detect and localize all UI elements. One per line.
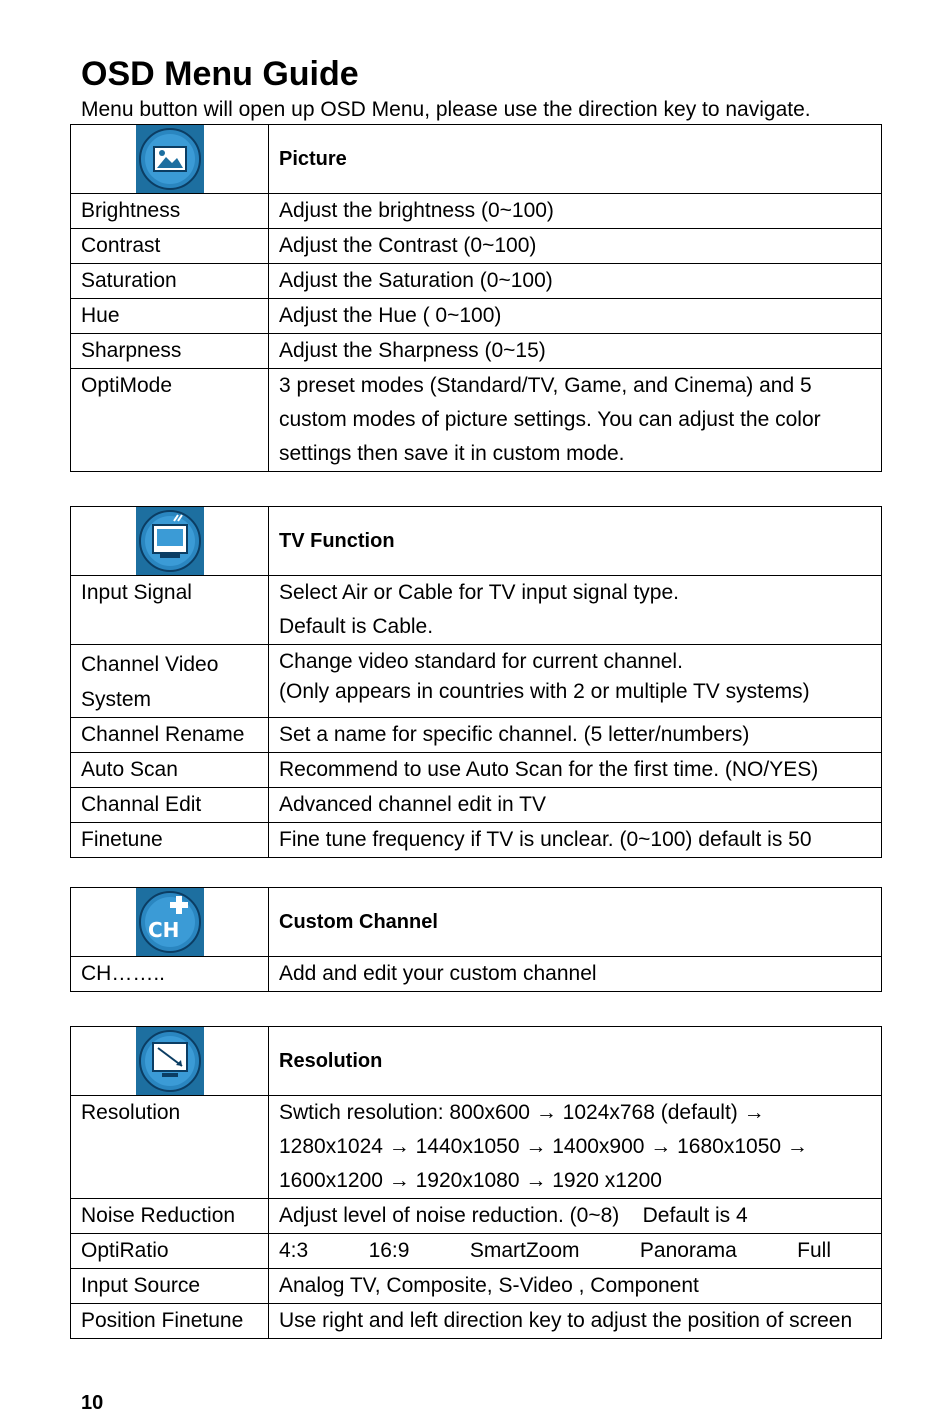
tv-header-row xyxy=(71,507,882,576)
table-row xyxy=(71,1199,882,1234)
option-name: Noise Reduction xyxy=(71,1199,269,1234)
ratio-options xyxy=(279,1234,871,1268)
table-row xyxy=(71,1234,882,1269)
picture-table xyxy=(70,124,882,472)
option-name: Brightness xyxy=(71,194,269,229)
custom-channel-table xyxy=(70,887,882,992)
option-desc: Use right and left direction key to adjust the position of screen xyxy=(269,1304,882,1339)
option-name: Contrast xyxy=(71,229,269,264)
option-name: Hue xyxy=(71,299,269,334)
option-name: Channel Rename xyxy=(71,718,269,753)
option-name: Position Finetune xyxy=(71,1304,269,1339)
resolution-section-title: Resolution xyxy=(269,1027,882,1096)
option-name: Input Source xyxy=(71,1269,269,1304)
option-name: Saturation xyxy=(71,264,269,299)
tv-section-title: TV Function xyxy=(269,507,882,576)
option-desc: Swtich resolution: 800x600 → 1024x768 (default) → 1280x1024 → 1440x1050 → 1400x900 → 1680x1050 → 1600x1200 → 1920x1080 → 1920 x1200 xyxy=(269,1096,882,1199)
table-row xyxy=(71,753,882,788)
resolution-table xyxy=(70,1026,882,1339)
option-desc: Adjust the Sharpness (0~15) xyxy=(269,334,882,369)
page-title: OSD Menu Guide xyxy=(81,55,359,93)
ratio-option: 16:9 xyxy=(368,1239,410,1262)
option-desc-line: Default is Cable. xyxy=(279,615,434,638)
option-desc-line: (Only appears in countries with 2 or multiple TV systems) xyxy=(279,680,810,703)
option-desc xyxy=(269,576,882,645)
table-row xyxy=(71,645,882,718)
table-row xyxy=(71,1304,882,1339)
custom-header-row xyxy=(71,888,882,957)
option-desc: Adjust the Hue ( 0~100) xyxy=(269,299,882,334)
table-row xyxy=(71,718,882,753)
table-row xyxy=(71,229,882,264)
picture-section-title: Picture xyxy=(269,125,882,194)
option-name: OptiMode xyxy=(71,369,269,472)
table-row xyxy=(71,576,882,645)
table-row xyxy=(71,1096,882,1199)
tv-function-table xyxy=(70,506,882,858)
option-name: Resolution xyxy=(71,1096,269,1199)
picture-header-row xyxy=(71,125,882,194)
resolution-header-row xyxy=(71,1027,882,1096)
option-desc xyxy=(269,645,882,718)
table-row xyxy=(71,264,882,299)
option-desc: Adjust level of noise reduction. (0~8) Default is 4 xyxy=(269,1199,882,1234)
monitor-icon xyxy=(136,1027,204,1095)
custom-section-title: Custom Channel xyxy=(269,888,882,957)
option-desc: Advanced channel edit in TV xyxy=(269,788,882,823)
intro-text: Menu button will open up OSD Menu, please use the direction key to navigate. xyxy=(81,98,811,121)
option-name: Auto Scan xyxy=(71,753,269,788)
table-row xyxy=(71,823,882,858)
option-desc: 3 preset modes (Standard/TV, Game, and Cinema) and 5 custom modes of picture settings. You can adjust the color settings then save it in custom mode. xyxy=(269,369,882,472)
ratio-option: Full xyxy=(797,1239,831,1262)
picture-icon xyxy=(136,125,204,193)
page-number: 10 xyxy=(81,1392,104,1414)
option-name: Sharpness xyxy=(71,334,269,369)
tv-icon xyxy=(136,507,204,575)
option-name: Channal Edit xyxy=(71,788,269,823)
ratio-option: Panorama xyxy=(639,1239,737,1262)
table-row xyxy=(71,194,882,229)
option-desc-line: Select Air or Cable for TV input signal type. xyxy=(279,581,679,604)
option-name: CH…….. xyxy=(71,957,269,992)
option-desc: Recommend to use Auto Scan for the first time. (NO/YES) xyxy=(269,753,882,788)
table-row xyxy=(71,957,882,992)
option-desc-line: Change video standard for current channel. xyxy=(279,650,683,673)
table-row xyxy=(71,1269,882,1304)
table-row xyxy=(71,299,882,334)
option-desc: Adjust the Saturation (0~100) xyxy=(269,264,882,299)
option-desc: Set a name for specific channel. (5 letter/numbers) xyxy=(269,718,882,753)
ratio-option: 4:3 xyxy=(279,1239,309,1262)
option-name: Finetune xyxy=(71,823,269,858)
option-desc xyxy=(269,1234,882,1269)
table-row xyxy=(71,334,882,369)
option-name: OptiRatio xyxy=(71,1234,269,1269)
option-desc: Adjust the Contrast (0~100) xyxy=(269,229,882,264)
option-desc: Fine tune frequency if TV is unclear. (0~100) default is 50 xyxy=(269,823,882,858)
option-desc: Add and edit your custom channel xyxy=(269,957,882,992)
add-channel-icon xyxy=(136,888,204,956)
option-name: Channel Video System xyxy=(71,645,269,718)
table-row xyxy=(71,788,882,823)
ratio-option: SmartZoom xyxy=(469,1239,580,1262)
option-desc: Adjust the brightness (0~100) xyxy=(269,194,882,229)
svg-text:CH: CH xyxy=(147,918,179,942)
option-name: Input Signal xyxy=(71,576,269,645)
table-row xyxy=(71,369,882,472)
option-desc: Analog TV, Composite, S-Video , Component xyxy=(269,1269,882,1304)
